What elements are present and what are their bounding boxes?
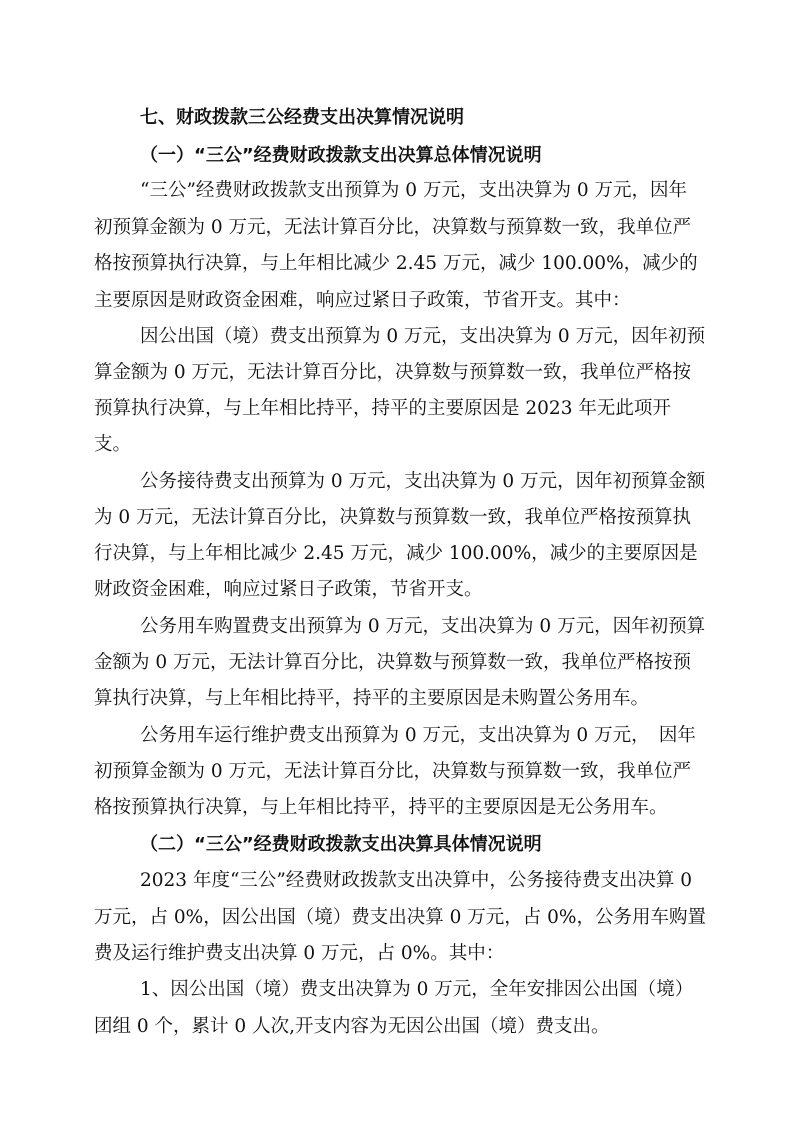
- p3-line-1: 公务接待费支出预算为 0 万元，支出决算为 0 万元，因年初预算金额: [140, 471, 706, 492]
- p6-line-2: 万元，占 0%，因公出国（境）费支出决算 0 万元，占 0%，公务用车购置: [94, 907, 706, 928]
- p1-line-1: “三公”经费财政拨款支出预算为 0 万元，支出决算为 0 万元，因年: [140, 180, 687, 201]
- p2-line-1: 因公出国（境）费支出预算为 0 万元，支出决算为 0 万元，因年初预: [140, 326, 706, 347]
- p6-line-1: 2023 年度“三公”经费财政拨款支出决算中，公务接待费支出决算 0: [140, 870, 693, 891]
- p7-line-1: 1、因公出国（境）费支出决算为 0 万元，全年安排因公出国（境）: [140, 979, 694, 1000]
- p3-line-4: 财政资金困难，响应过紧日子政策，节省开支。: [94, 579, 483, 600]
- p4-line-1: 公务用车购置费支出预算为 0 万元，支出决算为 0 万元，因年初预算: [140, 616, 706, 637]
- p4-line-2: 金额为 0 万元，无法计算百分比，决算数与预算数一致，我单位严格按预: [94, 652, 692, 673]
- p3-line-2: 为 0 万元，无法计算百分比，决算数与预算数一致，我单位严格按预算执: [94, 507, 692, 528]
- p1-line-3: 格按预算执行决算，与上年相比减少 2.45 万元，减少 100.00%，减少的: [94, 253, 698, 274]
- p2-line-2: 算金额为 0 万元，无法计算百分比，决算数与预算数一致，我单位严格按: [94, 362, 692, 383]
- p1-line-2: 初预算金额为 0 万元，无法计算百分比，决算数与预算数一致，我单位严: [94, 217, 692, 238]
- p1-line-4: 主要原因是财政资金困难，响应过紧日子政策，节省开支。其中：: [94, 290, 631, 311]
- p2-line-4: 支。: [94, 434, 132, 455]
- p5-line-3: 格按预算执行决算，与上年相比持平，持平的主要原因是无公务用车。: [94, 797, 668, 818]
- p5-line-2: 初预算金额为 0 万元，无法计算百分比，决算数与预算数一致，我单位严: [94, 761, 692, 782]
- subsection-2-title: （二）“三公”经费财政拨款支出决算具体情况说明: [140, 834, 542, 855]
- p6-line-3: 费及运行维护费支出决算 0 万元，占 0%。其中：: [94, 943, 505, 964]
- p7-line-2: 团组 0 个，累计 0 人次,开支内容为无因公出国（境）费支出。: [94, 1016, 610, 1037]
- subsection-1-title: （一）“三公”经费财政拨款支出决算总体情况说明: [140, 145, 542, 166]
- section-title: 七、财政拨款三公经费支出决算情况说明: [140, 107, 464, 128]
- p4-line-3: 算执行决算，与上年相比持平，持平的主要原因是未购置公务用车。: [94, 688, 650, 709]
- p5-line-1: 公务用车运行维护费支出预算为 0 万元，支出决算为 0 万元， 因年: [140, 725, 696, 746]
- p3-line-3: 行决算，与上年相比减少 2.45 万元，减少 100.00%，减少的主要原因是: [94, 543, 698, 564]
- p2-line-3: 预算执行决算，与上年相比持平，持平的主要原因是 2023 年无此项开: [94, 398, 671, 419]
